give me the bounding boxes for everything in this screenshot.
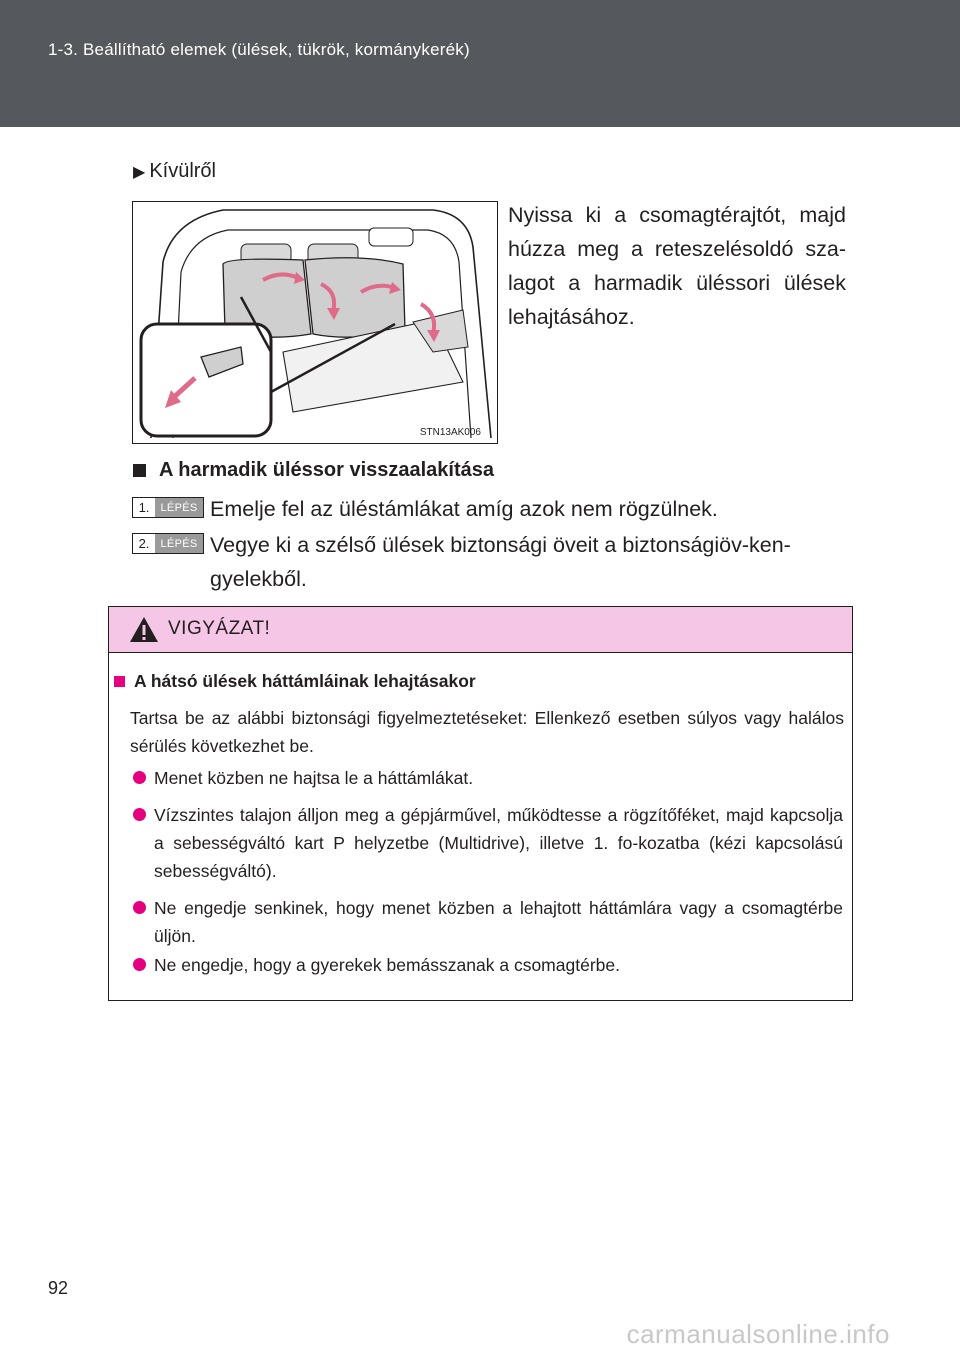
step-number: 2. — [138, 535, 150, 551]
figure-code: STN13AK006 — [419, 427, 481, 438]
page-number: 92 — [48, 1278, 69, 1298]
warning-box — [108, 606, 853, 1001]
step-label: LÉPÉS — [155, 534, 203, 553]
warning-bullet-text: Vízszintes talajon álljon meg a gépjárművel, működtesse a rögzítőféket, majd kapcsolja a sebességváltó kart P helyzetbe (Multidrive), illetve 1. fo-kozatba (kézi kapcsolású sebességváltó). — [154, 805, 843, 881]
bullet-dot-icon — [133, 771, 146, 784]
step-label: LÉPÉS — [155, 498, 203, 517]
warning-bullet — [133, 764, 843, 792]
subheading — [133, 160, 216, 183]
bullet-dot-icon — [133, 958, 146, 971]
bullet-dot-icon — [133, 808, 146, 821]
step-number: 1. — [138, 499, 150, 515]
warning-bullet-text: Ne engedje, hogy a gyerekek bemásszanak a csomagtérbe. — [154, 955, 620, 975]
warning-triangle-icon — [129, 616, 159, 643]
warning-bullet — [133, 894, 843, 950]
warning-intro: Tartsa be az alábbi biztonsági figyelmeztetéseket: Ellenkező esetben súlyos vagy halálos sérülés következhet be. — [130, 708, 844, 756]
section-heading-text: A harmadik üléssor visszaalakítása — [159, 459, 494, 481]
step-badge — [132, 497, 204, 518]
warning-heading — [114, 671, 476, 692]
warning-heading-text: A hátsó ülések háttámláinak lehajtásakor — [134, 671, 476, 691]
warning-bullet — [133, 951, 843, 979]
section-heading — [133, 459, 494, 482]
step-badge — [132, 533, 204, 554]
bullet-dot-icon — [133, 901, 146, 914]
intro-paragraph: Nyissa ki a csomagtérajtót, majd húzza meg a reteszelésoldó sza-lagot a harmadik üléssori ülések lehajtásához. — [508, 203, 846, 329]
square-bullet-icon — [133, 464, 146, 477]
warning-bullet — [133, 801, 843, 885]
section-title: 1-3. Beállítható elemek (ülések, tükrök, kormánykerék) — [48, 40, 470, 59]
warning-bullet-text: Menet közben ne hajtsa le a háttámlákat. — [154, 768, 474, 788]
step-text: Vegye ki a szélső ülések biztonsági öveit a biztonságiöv-ken- — [210, 533, 791, 557]
warning-title-bar — [109, 607, 852, 653]
step-text-continued: gyelekből. — [210, 567, 307, 591]
step-text: Emelje fel az üléstámlákat amíg azok nem rögzülnek. — [210, 497, 718, 521]
subheading-text: Kívülről — [149, 160, 217, 182]
watermark-text: carmanualsonline.info — [626, 1319, 890, 1349]
triangle-right-icon: ▶ — [133, 163, 146, 181]
illustration — [132, 201, 498, 444]
cargo-seat-illustration — [133, 202, 497, 443]
square-bullet-icon — [114, 676, 125, 687]
warning-title: VIGYÁZAT! — [168, 618, 271, 639]
watermark-strip — [0, 1316, 960, 1352]
page-header — [0, 0, 960, 127]
warning-bullet-text: Ne engedje senkinek, hogy menet közben a lehajtott háttámlára vagy a csomagtérbe üljön. — [154, 898, 843, 946]
